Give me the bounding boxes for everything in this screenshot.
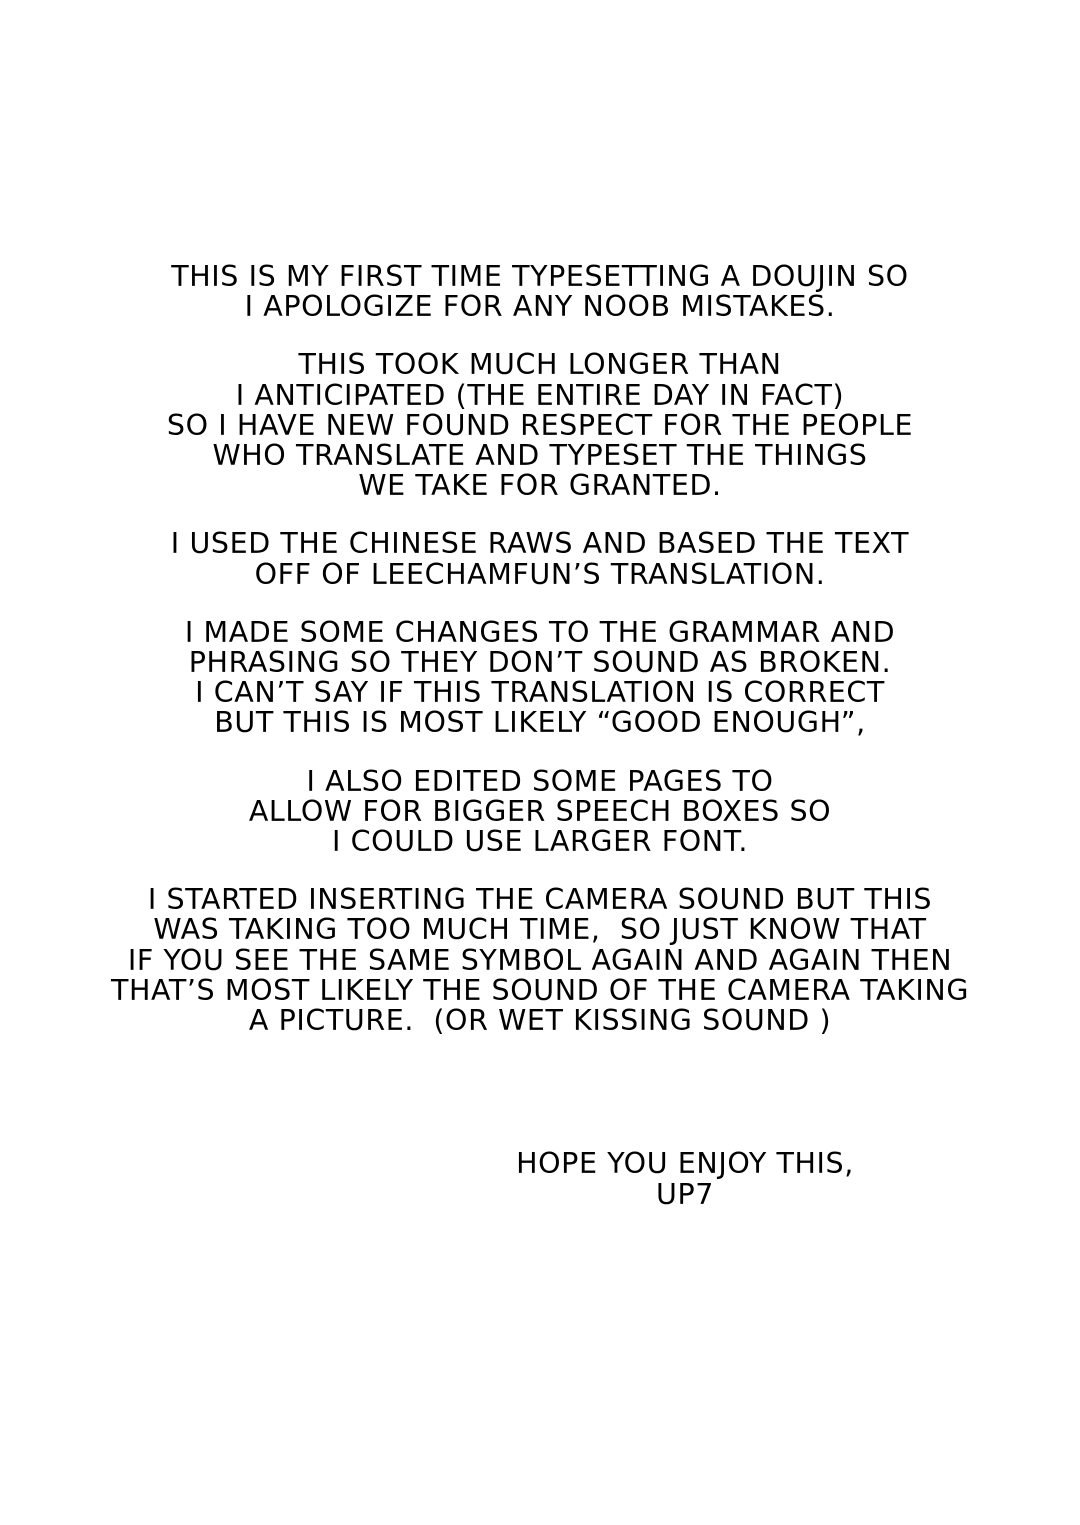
note-line: A PICTURE. (OR WET KISSING SOUND ) bbox=[248, 1004, 832, 1038]
note-line: WE TAKE FOR GRANTED. bbox=[358, 469, 722, 503]
note-line: THIS IS MY FIRST TIME TYPESETTING A DOUJIN SO bbox=[171, 260, 909, 293]
note-line: THIS TOOK MUCH LONGER THAN bbox=[298, 348, 782, 382]
note-line: PHRASING SO THEY DON’T SOUND AS BROKEN. bbox=[188, 646, 892, 680]
note-line: I MADE SOME CHANGES TO THE GRAMMAR AND bbox=[184, 615, 896, 649]
note-line: BUT THIS IS MOST LIKELY “GOOD ENOUGH”, bbox=[214, 706, 866, 740]
note-line: I COULD USE LARGER FONT. bbox=[332, 825, 748, 859]
note-line: IF YOU SEE THE SAME SYMBOL AGAIN AND AGAIN THEN bbox=[127, 943, 953, 977]
note-line: I ALSO EDITED SOME PAGES TO bbox=[306, 764, 774, 798]
note-paragraph bbox=[0, 529, 1080, 589]
note-line: WAS TAKING TOO MUCH TIME, SO JUST KNOW THAT bbox=[153, 913, 927, 947]
signature-name: UP7 bbox=[656, 1178, 714, 1212]
note-line: I USED THE CHINESE RAWS AND BASED THE TEXT bbox=[170, 527, 910, 561]
note-line: THAT’S MOST LIKELY THE SOUND OF THE CAMERA TAKING bbox=[110, 973, 970, 1007]
note-line: I STARTED INSERTING THE CAMERA SOUND BUT THIS bbox=[147, 883, 933, 917]
note-line: WHO TRANSLATE AND TYPESET THE THINGS bbox=[212, 439, 868, 473]
signature-closing: HOPE YOU ENJOY THIS, bbox=[516, 1147, 854, 1180]
note-paragraph bbox=[0, 764, 1080, 859]
translator-note bbox=[0, 262, 1080, 1036]
note-paragraph bbox=[0, 615, 1080, 740]
note-line: I ANTICIPATED (THE ENTIRE DAY IN FACT) bbox=[235, 378, 845, 412]
note-paragraph bbox=[0, 262, 1080, 322]
note-line: ALLOW FOR BIGGER SPEECH BOXES SO bbox=[248, 794, 832, 828]
note-line: I APOLOGIZE FOR ANY NOOB MISTAKES. bbox=[244, 290, 836, 324]
note-line: OFF OF LEECHAMFUN’S TRANSLATION. bbox=[254, 557, 826, 591]
note-paragraph bbox=[0, 885, 1080, 1036]
note-paragraph bbox=[0, 350, 1080, 501]
signature-block bbox=[0, 1148, 1080, 1211]
note-line: I CAN’T SAY IF THIS TRANSLATION IS CORRECT bbox=[195, 676, 885, 710]
note-line: SO I HAVE NEW FOUND RESPECT FOR THE PEOPLE bbox=[166, 408, 914, 442]
